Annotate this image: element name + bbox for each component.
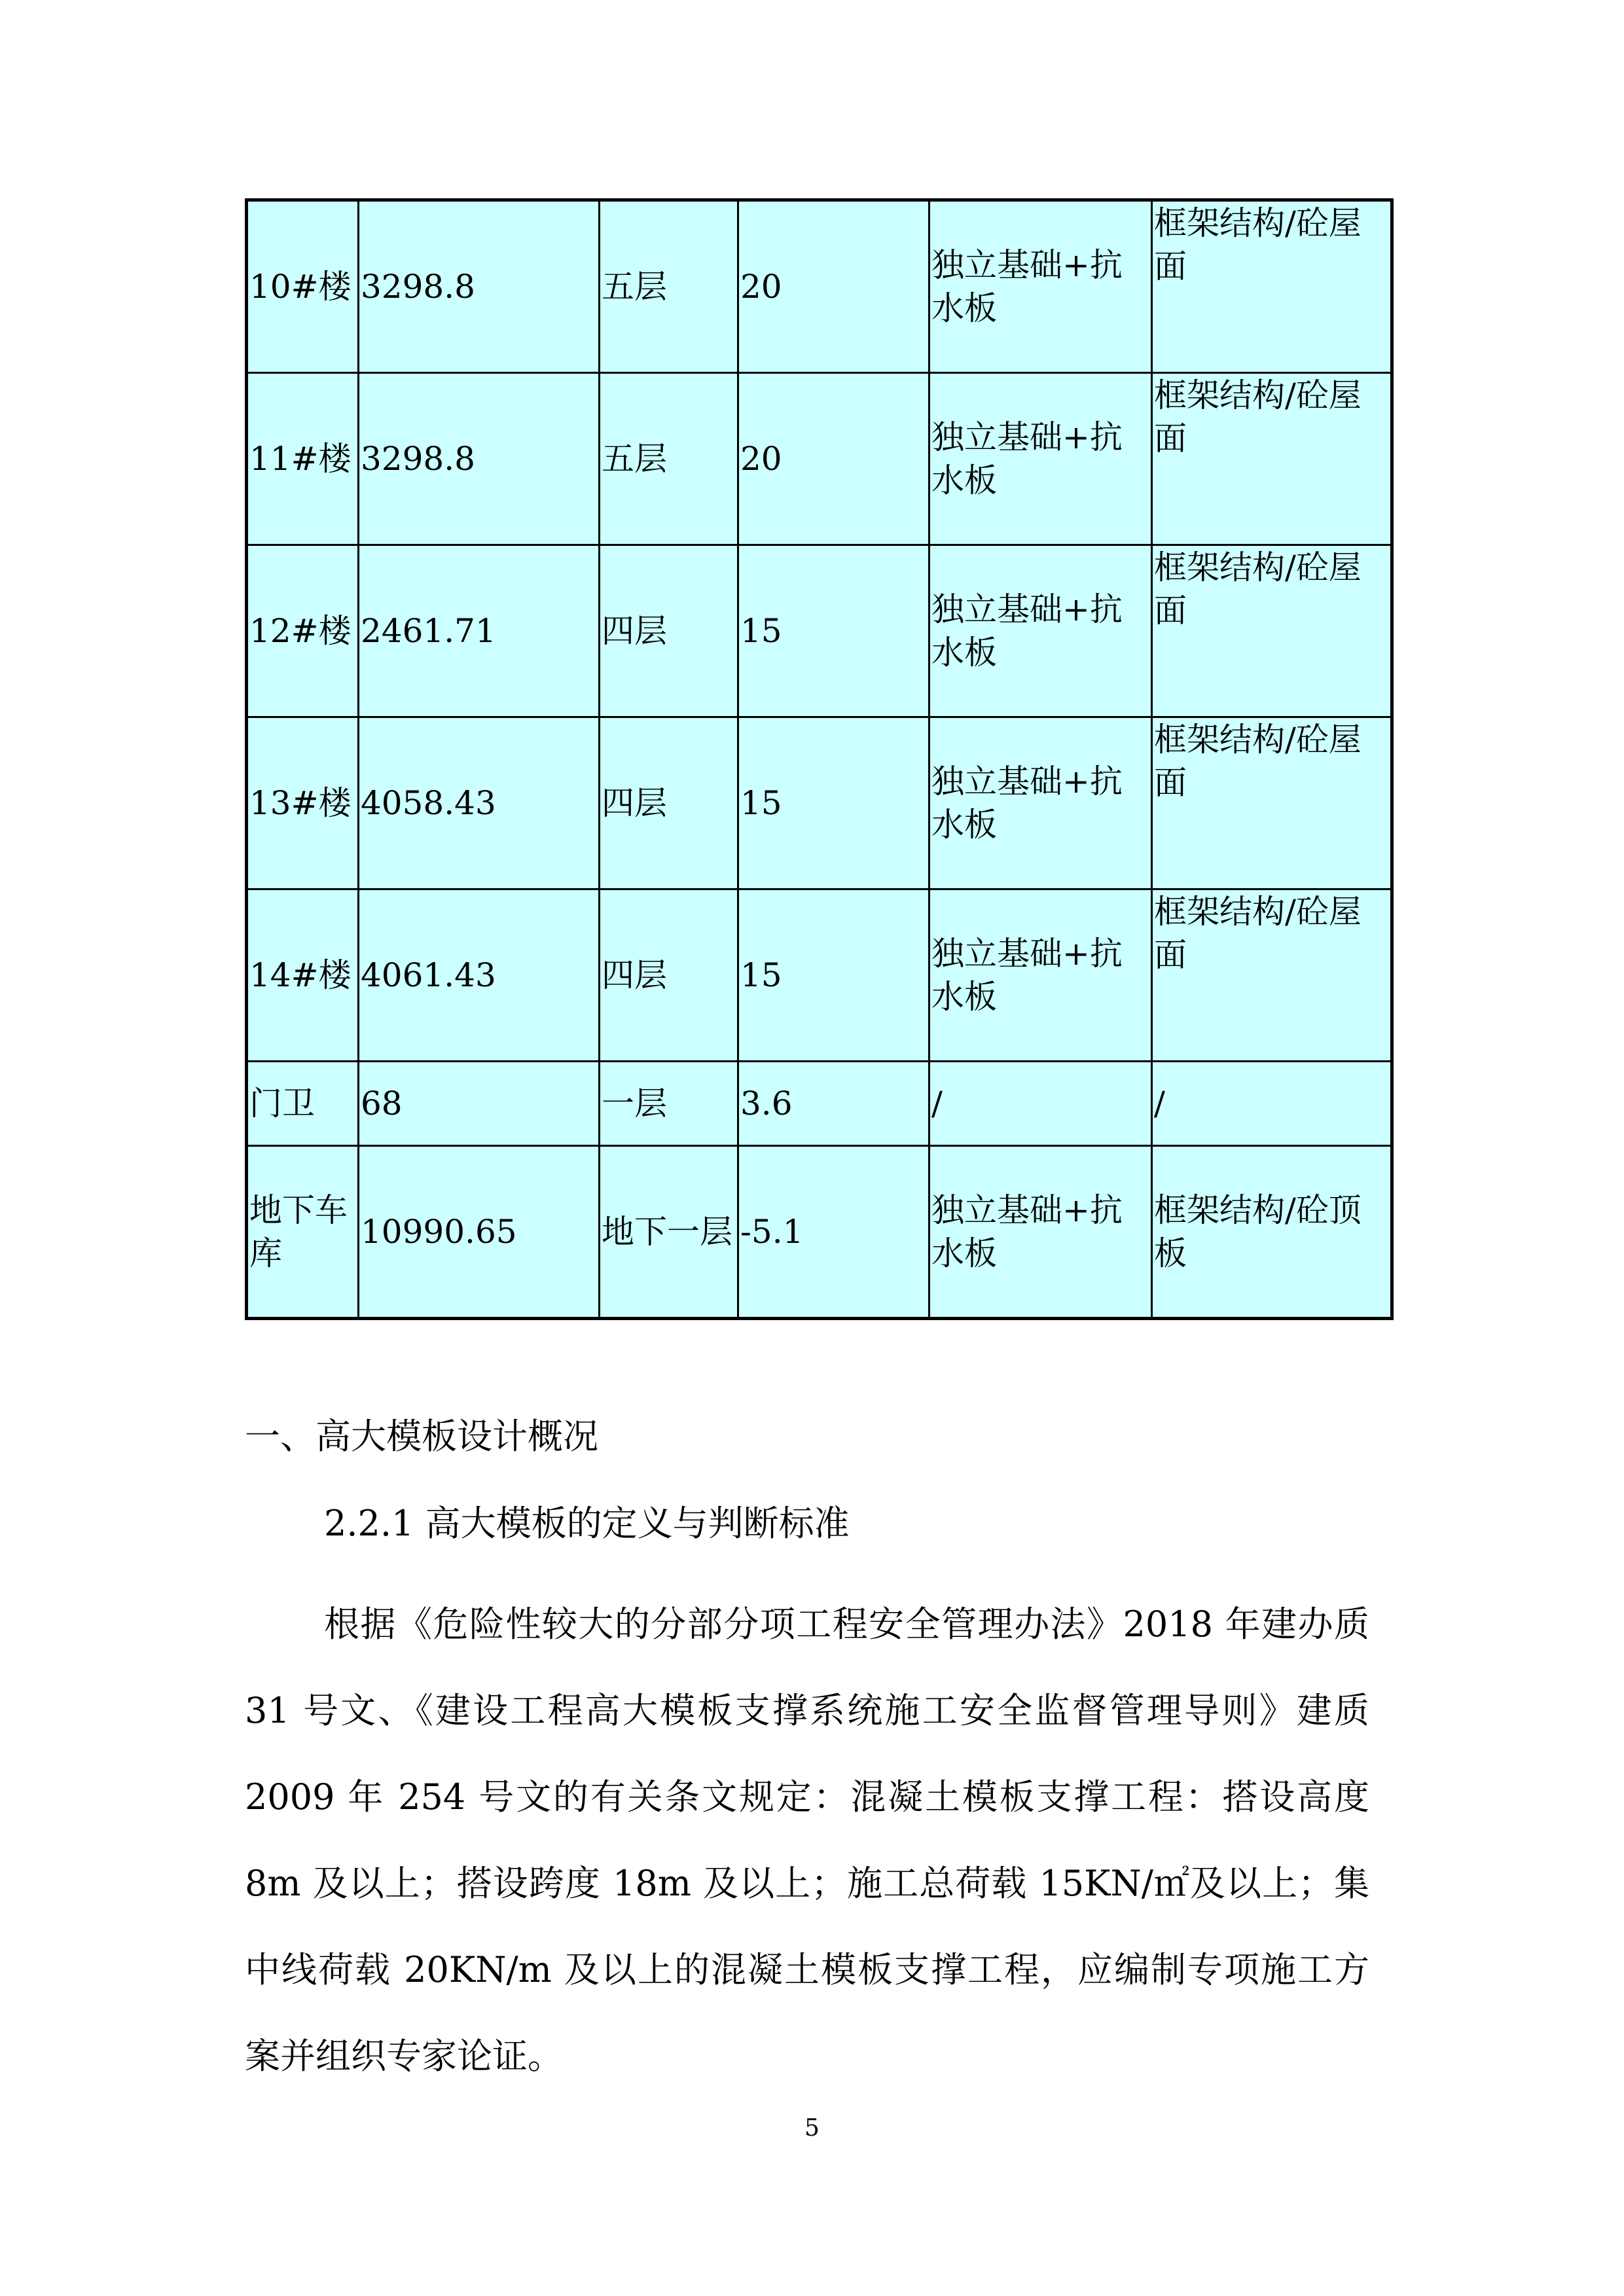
cell-floors: 一层 bbox=[600, 1062, 738, 1146]
cell-foundation: 独立基础+抗水板 bbox=[929, 373, 1152, 545]
cell-foundation: 独立基础+抗水板 bbox=[929, 889, 1152, 1062]
cell-floors: 四层 bbox=[600, 717, 738, 889]
subsection-heading: 2.2.1 高大模板的定义与判断标准 bbox=[324, 1503, 850, 1544]
cell-structure: 框架结构/砼屋面 bbox=[1152, 717, 1392, 889]
cell-area: 4061.43 bbox=[359, 889, 600, 1062]
cell-area: 4058.43 bbox=[359, 717, 600, 889]
cell-floors: 四层 bbox=[600, 545, 738, 717]
cell-structure: / bbox=[1152, 1062, 1392, 1146]
table-row bbox=[247, 545, 1392, 717]
cell-height: 15 bbox=[738, 717, 929, 889]
cell-floors: 五层 bbox=[600, 200, 738, 373]
cell-height: 15 bbox=[738, 545, 929, 717]
cell-structure: 框架结构/砼屋面 bbox=[1152, 373, 1392, 545]
table-row bbox=[247, 1146, 1392, 1319]
cell-building-name: 门卫 bbox=[247, 1062, 359, 1146]
cell-area: 3298.8 bbox=[359, 200, 600, 373]
cell-structure: 框架结构/砼屋面 bbox=[1152, 889, 1392, 1062]
cell-structure: 框架结构/砼屋面 bbox=[1152, 200, 1392, 373]
table-row bbox=[247, 889, 1392, 1062]
table-row bbox=[247, 200, 1392, 373]
building-info-table bbox=[245, 198, 1394, 1320]
cell-building-name: 地下车库 bbox=[247, 1146, 359, 1319]
cell-structure: 框架结构/砼顶板 bbox=[1152, 1146, 1392, 1319]
section-heading: 一、高大模板设计概况 bbox=[245, 1416, 598, 1457]
cell-floors: 五层 bbox=[600, 373, 738, 545]
body-paragraph: 根据《危险性较大的分部分项工程安全管理办法》2018 年建办质 31 号文、《建设工程高大模板支撑系统施工安全监督管理导则》建质 2009 年 254 号文的有关条文规定：混凝土模板支撑工程：搭设高度 8m 及以上；搭设跨度 18m 及以上；施工总荷载 15KN/㎡及以上；集中线荷载 20KN/m 及以上的混凝土模板支撑工程，应编制专项施工方案并组织专家论证。 bbox=[245, 1604, 1369, 2077]
cell-foundation: 独立基础+抗水板 bbox=[929, 545, 1152, 717]
cell-height: -5.1 bbox=[738, 1146, 929, 1319]
cell-height: 3.6 bbox=[738, 1062, 929, 1146]
cell-foundation: 独立基础+抗水板 bbox=[929, 717, 1152, 889]
cell-floors: 四层 bbox=[600, 889, 738, 1062]
cell-floors: 地下一层 bbox=[600, 1146, 738, 1319]
cell-area: 3298.8 bbox=[359, 373, 600, 545]
cell-height: 20 bbox=[738, 200, 929, 373]
cell-foundation: / bbox=[929, 1062, 1152, 1146]
table-row bbox=[247, 717, 1392, 889]
page-number: 5 bbox=[804, 2115, 820, 2142]
cell-height: 15 bbox=[738, 889, 929, 1062]
cell-foundation: 独立基础+抗水板 bbox=[929, 200, 1152, 373]
table-row bbox=[247, 373, 1392, 545]
cell-building-name: 14#楼 bbox=[247, 889, 359, 1062]
cell-area: 68 bbox=[359, 1062, 600, 1146]
cell-area: 2461.71 bbox=[359, 545, 600, 717]
cell-height: 20 bbox=[738, 373, 929, 545]
table-row bbox=[247, 1062, 1392, 1146]
cell-building-name: 12#楼 bbox=[247, 545, 359, 717]
cell-building-name: 10#楼 bbox=[247, 200, 359, 373]
cell-building-name: 13#楼 bbox=[247, 717, 359, 889]
cell-foundation: 独立基础+抗水板 bbox=[929, 1146, 1152, 1319]
cell-structure: 框架结构/砼屋面 bbox=[1152, 545, 1392, 717]
cell-building-name: 11#楼 bbox=[247, 373, 359, 545]
cell-area: 10990.65 bbox=[359, 1146, 600, 1319]
